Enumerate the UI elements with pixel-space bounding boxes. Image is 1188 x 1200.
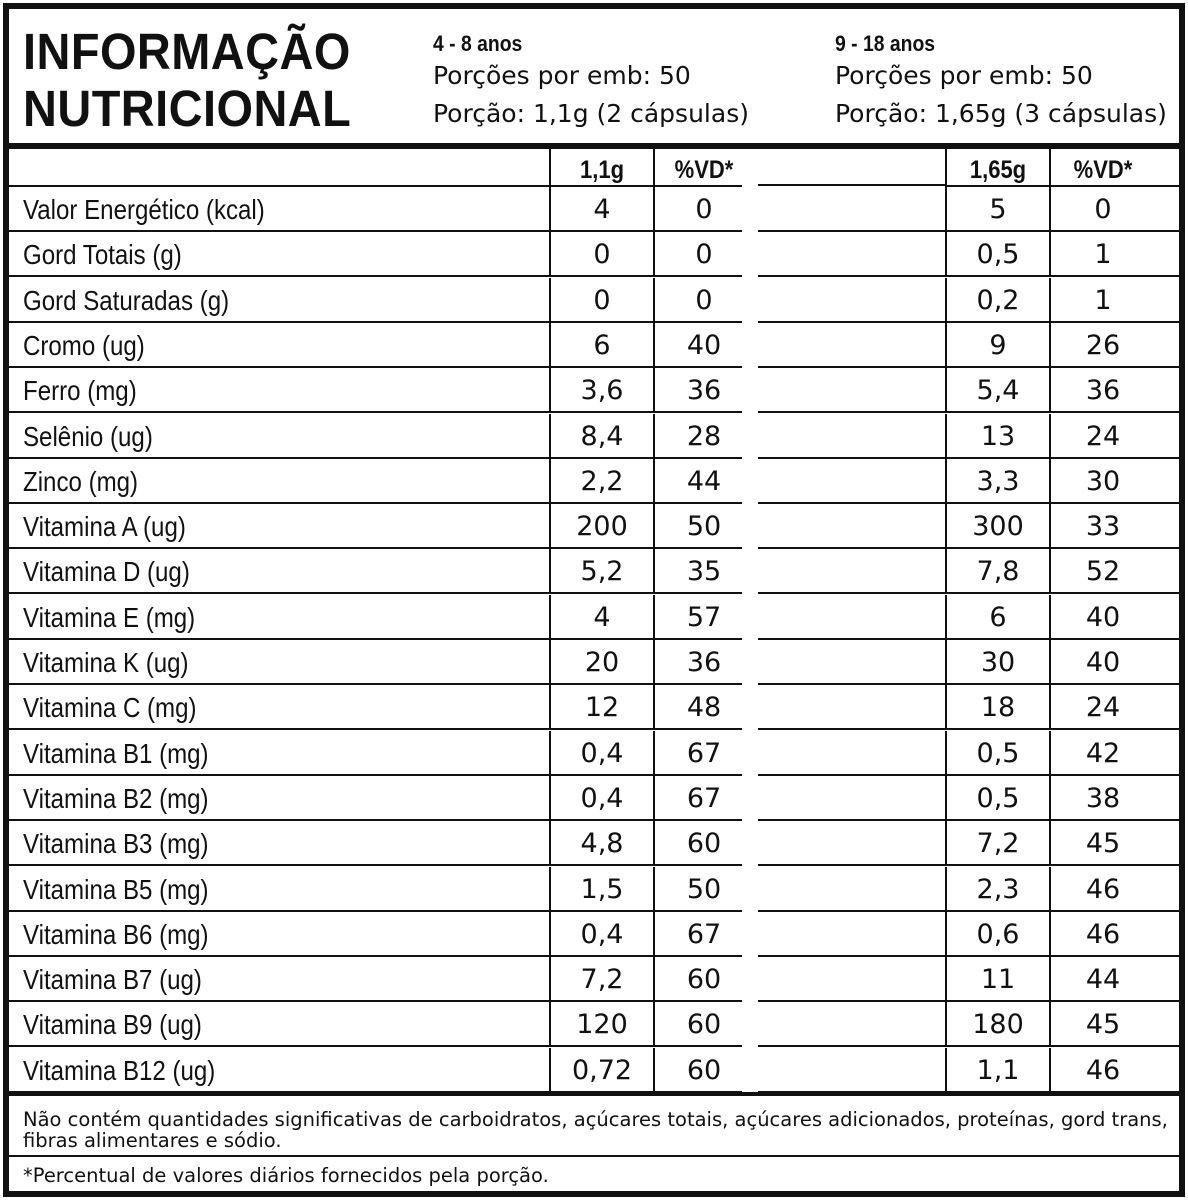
amount-9-18-text: 0,5 [976,239,1020,271]
amount-4-8 [549,867,653,912]
vd-4-8-text: 28 [686,420,722,452]
vd-9-18 [1049,595,1179,640]
header-vd-4-8 [653,149,742,187]
amount-4-8-text: 0 [593,239,611,271]
amount-9-18-text: 18 [980,692,1016,724]
amount-9-18-text: 0,5 [976,782,1020,814]
amount-9-18-text: 0,5 [976,737,1020,769]
nutrient-label [9,867,549,912]
vd-9-18-text: 24 [1085,692,1121,724]
column-header: %VD* [674,156,734,184]
vd-4-8-text: 0 [695,284,713,316]
vd-4-8-text: 36 [686,647,722,678]
vd-4-8 [653,504,742,549]
nutrient-label-text: Vitamina B3 (mg) [23,828,209,860]
amount-9-18-text: 180 [972,1009,1024,1041]
amount-9-18 [945,912,1049,957]
vd-4-8-text: 60 [686,828,722,860]
vd-4-8 [653,912,742,957]
nutrient-label [9,187,549,232]
amount-4-8 [549,187,653,232]
amount-9-18-text: 6 [989,601,1007,633]
vd-9-18 [1049,1048,1179,1093]
vd-9-18-text: 0 [1094,194,1112,225]
vd-9-18 [1049,504,1179,549]
vd-4-8-text: 48 [686,692,722,724]
amount-9-18-text: 7,8 [976,556,1020,588]
vd-4-8-text: 60 [686,964,722,996]
vd-4-8-text: 57 [686,601,722,633]
nutrient-label-text: Zinco (mg) [23,465,139,497]
vd-9-18-text: 45 [1085,828,1121,860]
vd-4-8 [653,776,742,821]
amount-4-8-text: 120 [576,1009,628,1041]
nutrient-label-text: Selênio (ug) [23,420,153,452]
nutrient-label-text: Vitamina B1 (mg) [23,737,209,769]
nutrient-label [9,912,549,957]
vd-4-8-text: 35 [686,556,722,588]
amount-4-8-text: 200 [576,511,628,543]
amount-4-8 [549,595,653,640]
vd-4-8-text: 67 [686,782,722,814]
vd-4-8 [653,1002,742,1047]
nutrient-label [9,595,549,640]
vd-9-18 [1049,776,1179,821]
nutrient-label-text: Gord Saturadas (g) [23,284,230,316]
vd-4-8-text: 67 [686,918,722,950]
table-row [9,731,1179,776]
nutrient-label-text: Ferro (mg) [23,375,137,407]
vd-4-8 [653,323,742,368]
amount-4-8-text: 3,6 [580,375,624,407]
nutrient-label [9,459,549,504]
vd-9-18-text: 1 [1094,284,1112,316]
amount-9-18 [945,1048,1049,1093]
amount-4-8-text: 7,2 [580,964,624,996]
amount-4-8-text: 6 [593,329,611,361]
vd-9-18-text: 1 [1094,239,1112,271]
vd-9-18-text: 44 [1085,964,1121,996]
amount-4-8 [549,685,653,730]
vd-9-18 [1049,459,1179,504]
vd-4-8-text: 50 [686,873,722,905]
serving-info-9-18 [835,31,1167,133]
vd-9-18-text: 52 [1085,556,1121,588]
nutrient-label [9,1002,549,1047]
vd-9-18 [1049,867,1179,912]
amount-4-8 [549,459,653,504]
age-group-label: 9 - 18 anos [835,31,936,56]
amount-9-18-text: 1,1 [976,1054,1020,1086]
vd-9-18 [1049,912,1179,957]
vd-4-8 [653,731,742,776]
nutrient-label-text: Vitamina B5 (mg) [23,873,209,905]
vd-9-18 [1049,731,1179,776]
table-row [9,685,1179,730]
vd-4-8-text: 50 [686,511,722,543]
vd-9-18-text: 33 [1085,511,1121,543]
amount-9-18-text: 13 [980,420,1016,452]
vd-9-18-text: 40 [1085,647,1121,678]
vd-9-18 [1049,368,1179,413]
nutrient-label-text: Vitamina K (ug) [23,647,189,678]
vd-9-18-text: 46 [1085,1054,1121,1086]
vd-9-18-text: 45 [1085,1009,1121,1041]
header-vd-9-18 [1049,149,1179,187]
title-line-2: NUTRICIONAL [23,80,352,137]
amount-9-18-text: 3,3 [976,465,1020,497]
column-header: %VD* [1073,156,1133,184]
panel-title [23,23,351,137]
amount-9-18 [945,323,1049,368]
vd-4-8 [653,187,742,232]
amount-4-8-text: 0,4 [580,737,624,769]
amount-4-8-text: 8,4 [580,420,624,452]
amount-9-18 [945,278,1049,323]
amount-4-8-text: 20 [584,647,620,678]
nutrient-label-text: Vitamina B9 (ug) [23,1009,202,1041]
table-row [9,1002,1179,1047]
amount-9-18-text: 0,2 [976,284,1020,316]
nutrient-label [9,1048,549,1093]
amount-9-18 [945,368,1049,413]
nutrient-label [9,368,549,413]
serving-info-4-8 [433,31,749,133]
nutrient-label-text: Gord Totais (g) [23,239,182,271]
table-row [9,957,1179,1002]
vd-9-18-text: 36 [1085,375,1121,407]
vd-9-18 [1049,414,1179,459]
vd-9-18 [1049,1002,1179,1047]
vd-9-18-text: 46 [1085,918,1121,950]
amount-9-18-text: 11 [980,964,1016,996]
table-row [9,1048,1179,1093]
amount-4-8 [549,731,653,776]
table-row [9,640,1179,685]
divider [758,184,945,186]
nutrient-label [9,549,549,594]
amount-4-8 [549,323,653,368]
amount-4-8 [549,414,653,459]
vd-4-8 [653,595,742,640]
vd-4-8-text: 60 [686,1009,722,1041]
amount-4-8 [549,232,653,277]
nutrient-label-text: Valor Energético (kcal) [23,194,265,225]
vd-9-18 [1049,821,1179,866]
vd-4-8-text: 40 [686,329,722,361]
vd-4-8-text: 60 [686,1054,722,1086]
table-row [9,821,1179,866]
amount-4-8-text: 5,2 [580,556,624,588]
amount-9-18 [945,1002,1049,1047]
vd-9-18 [1049,549,1179,594]
vd-4-8 [653,414,742,459]
header-amount-9-18 [945,149,1049,187]
table-row [9,867,1179,912]
nutrient-label-text: Vitamina B6 (mg) [23,918,209,950]
amount-9-18-text: 30 [980,647,1016,678]
vd-4-8 [653,957,742,1002]
serving-size: Porção: 1,1g (2 cápsulas) [433,99,749,128]
table-row [9,504,1179,549]
amount-9-18 [945,731,1049,776]
amount-4-8-text: 2,2 [580,465,624,497]
nutrient-label [9,957,549,1002]
vd-9-18 [1049,278,1179,323]
vd-4-8 [653,640,742,685]
vd-4-8 [653,368,742,413]
amount-9-18-text: 7,2 [976,828,1020,860]
vd-4-8 [653,685,742,730]
amount-9-18 [945,595,1049,640]
table-row [9,187,1179,232]
disclaimer-text: Não contém quantidades significativas de carboidratos, açúcares totais, açúcares adicionados, proteínas, gord trans, fibras alimentares e sódio. [23,1108,1168,1152]
table-row [9,278,1179,323]
amount-4-8 [549,504,653,549]
vd-4-8 [653,278,742,323]
amount-9-18 [945,640,1049,685]
nutrient-label [9,504,549,549]
nutrient-label [9,323,549,368]
amount-4-8 [549,549,653,594]
nutrient-label-text: Cromo (ug) [23,329,145,361]
table-row [9,323,1179,368]
amount-4-8-text: 1,5 [580,873,624,905]
vd-4-8 [653,1048,742,1093]
vd-4-8 [653,867,742,912]
header-amount-4-8 [549,149,653,187]
vd-9-18 [1049,232,1179,277]
nutrient-label-text: Vitamina B2 (mg) [23,782,209,814]
amount-9-18-text: 5,4 [976,375,1020,407]
amount-4-8 [549,957,653,1002]
table-row [9,549,1179,594]
column-header: 1,65g [969,156,1027,184]
amount-4-8-text: 0 [593,284,611,316]
vd-9-18-text: 26 [1085,329,1121,361]
nutrient-label-text: Vitamina B7 (ug) [23,964,202,996]
nutrient-label-text: Vitamina A (ug) [23,511,186,543]
table-row [9,232,1179,277]
age-group-label: 4 - 8 anos [433,31,523,56]
portions-per-package: Porções por emb: 50 [835,61,1093,90]
amount-9-18 [945,821,1049,866]
vd-9-18-text: 46 [1085,873,1121,905]
amount-9-18 [945,685,1049,730]
nutrient-label-text: Vitamina D (ug) [23,556,190,588]
table-row [9,776,1179,821]
vd-4-8 [653,821,742,866]
vd-4-8-text: 0 [695,194,713,225]
amount-9-18-text: 300 [972,511,1024,543]
amount-4-8-text: 0,72 [571,1054,633,1086]
amount-9-18 [945,867,1049,912]
amount-4-8 [549,1048,653,1093]
vd-4-8-text: 44 [686,465,722,497]
nutrient-label [9,232,549,277]
amount-4-8 [549,368,653,413]
amount-4-8-text: 0,4 [580,918,624,950]
serving-size: Porção: 1,65g (3 cápsulas) [835,99,1167,128]
amount-9-18 [945,549,1049,594]
table-row [9,368,1179,413]
title-line-1: INFORMAÇÃO [23,23,351,80]
amount-9-18-text: 2,3 [976,873,1020,905]
vd-9-18 [1049,957,1179,1002]
table-row [9,414,1179,459]
nutrition-facts-panel [3,3,1185,1197]
table-row [9,459,1179,504]
amount-4-8 [549,1002,653,1047]
amount-4-8 [549,912,653,957]
amount-9-18 [945,414,1049,459]
vd-9-18-text: 30 [1085,465,1121,497]
nutrient-label [9,278,549,323]
nutrient-label-text: Vitamina B12 (ug) [23,1054,216,1086]
nutrient-label [9,414,549,459]
table-row [9,912,1179,957]
nutrient-label [9,640,549,685]
amount-9-18-text: 0,6 [976,918,1020,950]
nutrient-label [9,776,549,821]
amount-4-8-text: 12 [584,692,620,724]
amount-9-18 [945,232,1049,277]
vd-9-18-text: 24 [1085,420,1121,452]
vd-9-18 [1049,685,1179,730]
vd-4-8 [653,232,742,277]
vd-9-18-text: 40 [1085,601,1121,633]
vd-9-18 [1049,323,1179,368]
column-header: 1,1g [579,156,625,184]
vd-4-8-text: 0 [695,239,713,271]
amount-4-8 [549,640,653,685]
vd-9-18-text: 42 [1085,737,1121,769]
amount-4-8-text: 4 [593,601,611,633]
nutrient-label-text: Vitamina C (mg) [23,692,197,724]
daily-value-note: *Percentual de valores diários fornecidos pela porção. [23,1164,549,1187]
amount-4-8-text: 4 [593,194,611,225]
table-row [9,595,1179,640]
disclaimer-note [9,1092,1179,1157]
vd-4-8-text: 67 [686,737,722,769]
panel-header [9,9,1179,149]
amount-9-18 [945,187,1049,232]
amount-9-18 [945,776,1049,821]
amount-4-8 [549,821,653,866]
vd-4-8 [653,459,742,504]
vd-4-8 [653,549,742,594]
vd-9-18 [1049,187,1179,232]
amount-4-8 [549,776,653,821]
portions-per-package: Porções por emb: 50 [433,61,691,90]
amount-9-18-text: 5 [989,194,1007,225]
amount-4-8 [549,278,653,323]
vd-9-18-text: 38 [1085,782,1121,814]
amount-9-18 [945,957,1049,1002]
amount-9-18 [945,504,1049,549]
nutrient-label [9,821,549,866]
amount-4-8-text: 0,4 [580,782,624,814]
nutrient-label-text: Vitamina E (mg) [23,601,196,633]
vd-9-18 [1049,640,1179,685]
vd-4-8-text: 36 [686,375,722,407]
amount-4-8-text: 4,8 [580,828,624,860]
nutrient-label [9,731,549,776]
header-label-cell [9,149,549,187]
amount-9-18-text: 9 [989,329,1007,361]
nutrient-label [9,685,549,730]
amount-9-18 [945,459,1049,504]
